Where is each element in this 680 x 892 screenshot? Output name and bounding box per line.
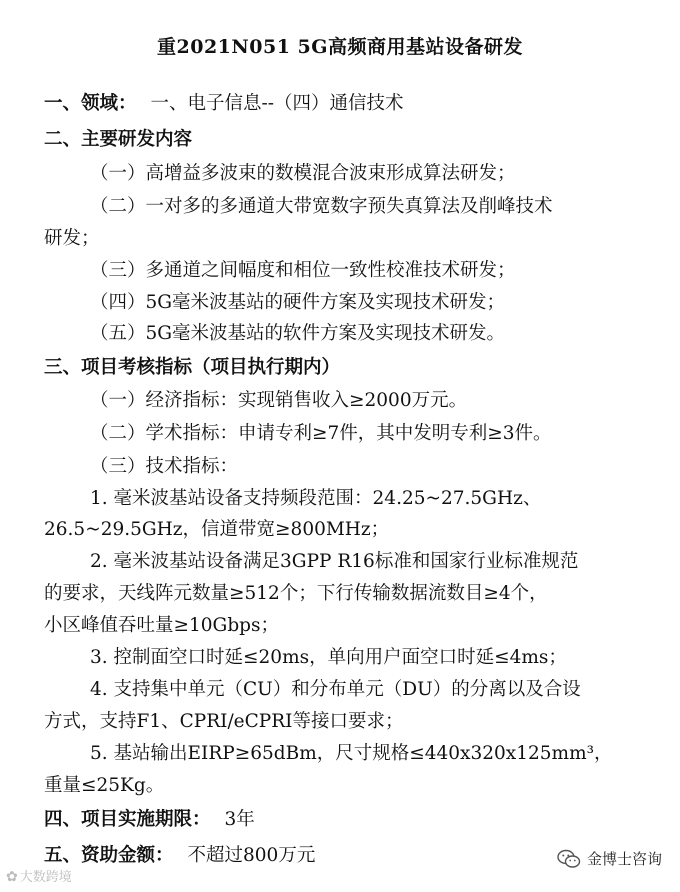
research-item-1: （一）高增益多波束的数模混合波束形成算法研发； [90,163,516,184]
section-period-heading: 四、项目实施期限： [44,809,211,830]
research-item-2: （二）一对多的多通道大带宽数字预失真算法及削峰技术 [90,196,553,217]
section-domain-heading: 一、领域： [44,93,137,114]
wechat-account-badge [557,848,662,869]
document-title: 重2021N051 5G高频商用基站设备研发 [157,36,523,58]
research-item-5: （五）5G毫米波基站的软件方案及实现技术研发。 [90,323,506,344]
tech-item-2-cont-b: 小区峰值吞吐量≥10Gbps； [44,615,279,636]
metric-economic: （一）经济指标：实现销售收入≥2000万元。 [90,390,468,411]
section-funding-value: 不超过800万元 [187,845,316,866]
watermark-left-text: 大数跨境 [19,870,72,885]
metric-academic: （二）学术指标：申请专利≥7件，其中发明专利≥3件。 [90,423,552,444]
section-period-value: 3年 [224,809,255,830]
section-domain [44,92,654,116]
tech-item-1-cont: 26.5~29.5GHz，信道带宽≥800MHz； [44,519,390,540]
section-metrics-heading: 三、项目考核指标（项目执行期内） [44,357,341,378]
tech-item-2: 2. 毫米波基站设备满足3GPP R16标准和国家行业标准规范 [90,551,579,572]
research-item-3: （三）多通道之间幅度和相位一致性校准技术研发； [90,260,516,281]
wechat-account-name: 金博士咨询 [586,850,662,868]
tech-item-5-cont: 重量≤25Kg。 [44,775,165,796]
tech-item-4-cont: 方式，支持F1、CPRI/eCPRI等接口要求； [44,711,404,732]
tech-item-1: 1. 毫米波基站设备支持频段范围：24.25~27.5GHz、 [90,488,542,509]
wechat-icon [557,849,581,869]
metric-technical: （三）技术指标： [90,456,239,477]
section-domain-value: 一、电子信息--（四）通信技术 [150,93,404,114]
section-period [44,808,654,832]
watermark-left [6,866,72,885]
tech-item-4: 4. 支持集中单元（CU）和分布单元（DU）的分离以及合设 [90,679,581,700]
research-item-2-cont: 研发； [44,228,100,249]
tech-item-5: 5. 基站输出EIRP≥65dBm，尺寸规格≤440x320x125mm³， [90,743,613,764]
tech-item-3: 3. 控制面空口时延≤20ms，单向用户面空口时延≤4ms； [90,647,567,668]
section-research-heading: 二、主要研发内容 [44,129,193,150]
paw-icon: ✿ [6,869,18,885]
research-item-4: （四）5G毫米波基站的硬件方案及实现技术研发； [90,292,506,313]
tech-item-2-cont-a: 的要求，天线阵元数量≥512个；下行传输数据流数目≥4个， [44,583,548,604]
section-funding-heading: 五、资助金额： [44,845,174,866]
